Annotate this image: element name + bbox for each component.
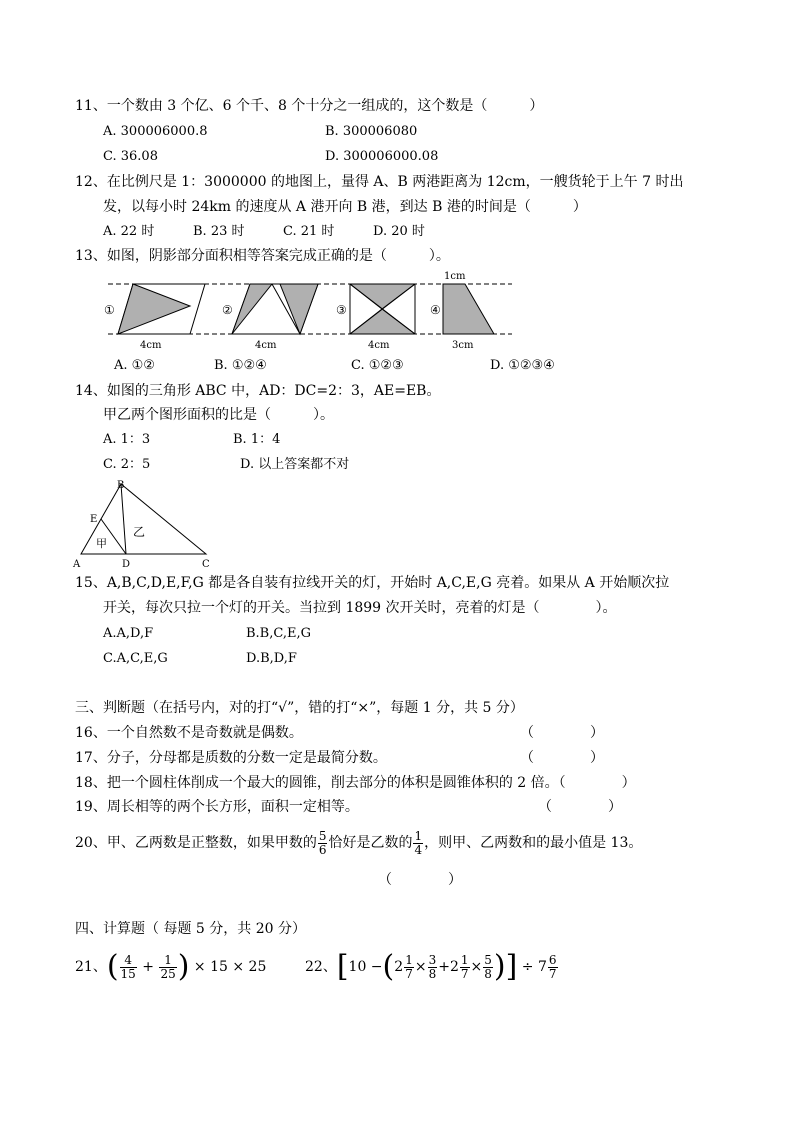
region-jia-label: 甲: [96, 537, 107, 550]
q14-stem-line2: 甲乙两个图形面积的比是（ ）。: [103, 407, 334, 423]
fig4-trapezoid: [443, 284, 494, 334]
q12-option-b: B. 23 时: [193, 224, 245, 239]
region-yi-label: 乙: [133, 525, 146, 539]
q11-option-a: A. 300006000.8: [103, 124, 208, 139]
q22-label: 22、: [305, 959, 337, 975]
q20-post: ，则甲、乙两数和的最小值是 13。: [424, 835, 643, 851]
q16-answer-paren: （ ）: [520, 725, 604, 741]
fig1-base-label: 4cm: [140, 340, 162, 351]
q19-text: 19、周长相等的两个长方形，面积一定相等。: [75, 799, 359, 815]
q13-stem: 13、如图，阴影部分面积相等答案完成正确的是（ ）。: [75, 248, 450, 264]
segment-bd: [121, 484, 126, 554]
q15-stem-line1: 15、A,B,C,D,E,F,G 都是各自装有拉线开关的灯，开始时 A,C,E,G 亮着。如果从 A 开始顺次拉: [75, 575, 670, 591]
vertex-c-label: C: [202, 559, 210, 570]
fig4-number: ④: [430, 303, 441, 317]
q12-option-a: A. 22 时: [103, 224, 155, 239]
fig1-number: ①: [104, 303, 115, 317]
fig4-base-label: 3cm: [452, 340, 474, 351]
section3-title: 三、判断题（在括号内，对的打“√”，错的打“×”，每题 1 分，共 5 分）: [75, 700, 524, 716]
q20-text: [75, 824, 642, 862]
q12-stem-line1: 12、在比例尺是 1：3000000 的地图上，量得 A、B 两港距离为 12cm，一艘货轮于上午 7 时出: [75, 174, 684, 190]
q11-stem: 11、一个数由 3 个亿、6 个千、8 个十分之一组成的，这个数是（ ）: [75, 98, 544, 114]
q14-option-d: D. 以上答案都不对: [240, 457, 350, 472]
q11-option-b: B. 300006080: [325, 124, 418, 139]
q21-expression: 21、( $\frac{4}{15}$ + $\frac{1}{25}$ ) × 15 × 25: [75, 949, 267, 984]
q20-fraction-2: $\frac{1}{4}$: [414, 828, 423, 857]
q13-option-a: A. ①②: [114, 358, 155, 373]
q17-answer-paren: （ ）: [520, 750, 604, 766]
point-d-label: D: [122, 559, 131, 570]
q20-pre: 20、甲、乙两数是正整数，如果甲数的: [75, 835, 317, 851]
q19-answer-paren: （ ）: [538, 799, 622, 815]
q13-option-c: C. ①②③: [351, 358, 404, 373]
q15-option-a: A.A,D,F: [103, 626, 154, 641]
fig2-shaded-left: [232, 284, 272, 334]
q12-option-c: C. 21 时: [283, 224, 335, 239]
q12-option-d: D. 20 时: [373, 224, 425, 239]
q15-option-d: D.B,D,F: [246, 651, 297, 666]
q14-option-b: B. 1：4: [233, 432, 281, 447]
fig3-base-label: 4cm: [368, 340, 390, 351]
q15-option-c: C.A,C,E,G: [103, 651, 168, 666]
q21-tail: × 15 × 25: [193, 959, 267, 975]
fig1-shaded-triangle: [118, 284, 190, 334]
q18-text: 18、把一个圆柱体削成一个最大的圆锥，削去部分的体积是圆锥体积的 2 倍。（ ）: [75, 775, 636, 791]
vertex-b-label: B: [117, 480, 125, 491]
q16-text: 16、一个自然数不是奇数就是偶数。: [75, 725, 303, 741]
q17-text: 17、分子，分母都是质数的分数一定是最简分数。: [75, 750, 387, 766]
q14-triangle-figure: [72, 478, 217, 570]
vertex-a-label: A: [73, 559, 81, 570]
q21-fraction-1: $\frac{4}{15}$: [120, 952, 136, 981]
q20-answer-paren: （ ）: [378, 872, 462, 888]
q22-expression: 22、[10 −(2 $\frac{1}{7}$ × $\frac{3}{8}$ +2 $\frac{1}{7}$ × $\frac{5}{8}$ )] ÷ 7 $\frac{6}{7}$: [305, 949, 557, 984]
fig3-shaded-bottom: [350, 309, 415, 334]
section4-title: 四、计算题（ 每题 5 分，共 20 分）: [75, 921, 306, 937]
fig4-top-label: 1cm: [444, 271, 466, 282]
q11-option-d: D. 300006000.08: [325, 149, 439, 164]
fig3-number: ③: [336, 303, 347, 317]
q14-option-c: C. 2：5: [103, 457, 151, 472]
q21-label: 21、: [75, 959, 107, 975]
q14-stem-line1: 14、如图的三角形 ABC 中，AD：DC=2：3，AE=EB。: [75, 383, 441, 399]
fig3-shaded-top: [350, 284, 415, 309]
fig2-base-label: 4cm: [255, 340, 277, 351]
q15-stem-line2: 开关，每次只拉一个灯的开关。当拉到 1899 次开关时，亮着的灯是（ ）。: [103, 600, 617, 616]
q15-option-b: B.B,C,E,G: [246, 626, 311, 641]
point-e-label: E: [90, 514, 98, 525]
q20-mid: 恰好是乙数的: [328, 835, 413, 851]
fig2-number: ②: [222, 303, 233, 317]
q12-stem-line2: 发，以每小时 24km 的速度从 A 港开向 B 港，到达 B 港的时间是（ ）: [103, 199, 587, 215]
q14-option-a: A. 1：3: [103, 432, 151, 447]
q13-option-d: D. ①②③④: [490, 358, 555, 373]
q11-option-c: C. 36.08: [103, 149, 158, 164]
q13-option-b: B. ①②④: [214, 358, 267, 373]
q20-fraction-1: $\frac{5}{6}$: [318, 828, 327, 857]
q21-fraction-2: $\frac{1}{25}$: [160, 952, 176, 981]
q13-figure: [100, 268, 530, 356]
